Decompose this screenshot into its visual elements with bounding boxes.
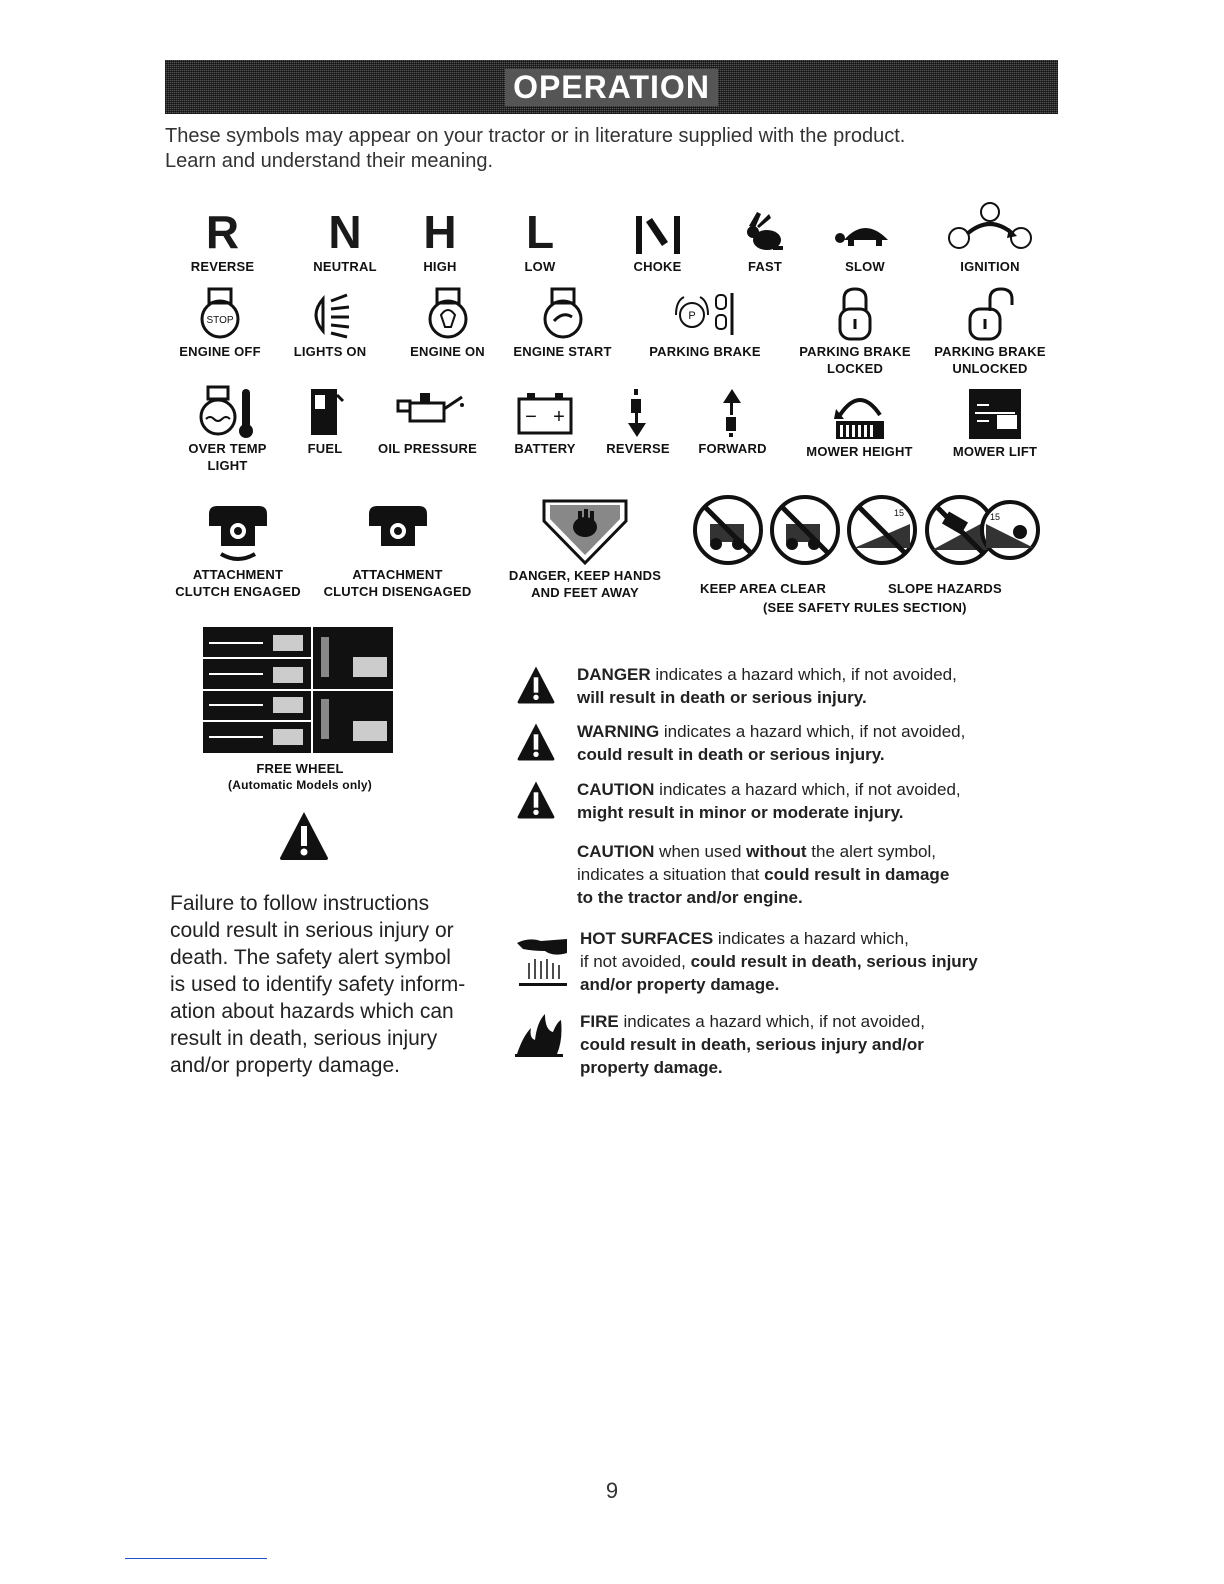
keep-clear-slope-icons [690, 494, 1040, 566]
battery-icon [515, 385, 575, 440]
over-temp-icon [198, 385, 258, 440]
symbol-parking-brake [640, 285, 770, 360]
symbol-reverse [180, 208, 265, 275]
over-temp-label: OVER TEMP [188, 441, 267, 456]
symbol-engine-off [170, 285, 270, 360]
keep-area-clear-icon-2 [772, 497, 838, 563]
keep-area-clear-icon-1 [695, 497, 761, 563]
symbol-fast [730, 208, 800, 275]
high-letter: H [423, 206, 457, 258]
engine-off-label: ENGINE OFF [179, 344, 261, 359]
symbol-neutral [300, 208, 390, 275]
symbol-engine-start [505, 285, 620, 360]
symbol-reverse-direction [598, 385, 678, 457]
hot-bold2: and/or property damage. [580, 975, 780, 994]
warning-bold: could result in death or serious injury. [577, 745, 885, 764]
symbol-choke [620, 208, 695, 275]
symbol-parking-brake-unlocked [925, 285, 1055, 377]
danger-mid: indicates a hazard which, if not avoided, [650, 665, 957, 684]
page-number: 9 [605, 1478, 619, 1503]
failure-line: and/or property damage. [170, 1054, 400, 1077]
keep-area-clear-label: KEEP AREA CLEAR [700, 581, 827, 596]
reverse-letter: R [205, 206, 240, 258]
choke-label: CHOKE [633, 259, 682, 274]
clutch-engaged-label2: CLUTCH ENGAGED [175, 584, 301, 599]
symbol-low [505, 208, 575, 275]
parking-brake-icon [670, 285, 740, 343]
symbol-slow [825, 208, 905, 275]
prohibition-symbols [690, 494, 1040, 566]
symbol-lights-on [285, 285, 375, 360]
free-wheel-diagram-icon [203, 627, 393, 753]
fire-word: FIRE [580, 1012, 619, 1031]
slope-value-1: 15 [894, 508, 905, 518]
high-label: HIGH [423, 259, 457, 274]
danger-alert [515, 663, 1055, 718]
danger-alert-icon [515, 665, 557, 705]
low-label: LOW [524, 259, 556, 274]
symbol-oil-pressure [365, 385, 490, 457]
safety-alert-icon [278, 810, 330, 862]
symbol-ignition [940, 200, 1040, 275]
reverse-arrow-icon [618, 385, 658, 440]
rabbit-icon [735, 208, 795, 258]
slope-hazard-icon-3 [982, 502, 1038, 558]
battery-minus: − [525, 406, 537, 428]
fuel-icon [305, 385, 345, 440]
fire-bold2: property damage. [580, 1058, 723, 1077]
danger-hands-label: DANGER, KEEP HANDS [508, 568, 662, 583]
engine-start-label: ENGINE START [513, 344, 612, 359]
engine-start-icon [538, 285, 588, 343]
slow-label: SLOW [845, 259, 885, 274]
ignition-icon [945, 200, 1035, 258]
warning-word: WARNING [577, 722, 660, 741]
clutch-disengaged-label: ATTACHMENT [352, 567, 443, 582]
failure-line: result in death, serious injury [170, 1027, 438, 1050]
symbol-mower-height [797, 385, 922, 460]
symbol-danger-hands [495, 495, 675, 601]
caution2-a: when used [654, 842, 747, 861]
failure-line: is used to identify safety inform- [170, 973, 466, 996]
engine-off-icon [195, 285, 245, 343]
caution-alert-icon [515, 780, 557, 820]
clutch-disengaged-label2: CLUTCH DISENGAGED [323, 584, 472, 599]
warning-mid: indicates a hazard which, if not avoided, [659, 722, 966, 741]
parking-p-text: P [688, 310, 696, 322]
caution2-b: the alert symbol, [806, 842, 937, 861]
intro-line-1: These symbols may appear on your tractor or in literature supplied with the product. [165, 125, 906, 147]
caution-word: CAUTION [577, 780, 655, 799]
mower-lift-icon [967, 385, 1023, 443]
forward-label: FORWARD [698, 441, 767, 456]
parking-brake-unlocked-label: PARKING BRAKE [934, 344, 1046, 359]
choke-icon [628, 208, 688, 258]
hot-word: HOT SURFACES [580, 929, 714, 948]
caution2-bold1: could result in damage [764, 865, 950, 884]
ignition-label: IGNITION [960, 259, 1020, 274]
lights-on-icon [305, 285, 355, 343]
clutch-disengaged-icon [363, 500, 433, 566]
clutch-engaged-label: ATTACHMENT [192, 567, 284, 582]
parking-brake-locked-label2: LOCKED [826, 361, 884, 376]
parking-brake-label: PARKING BRAKE [649, 344, 761, 359]
engine-on-label: ENGINE ON [410, 344, 485, 359]
failure-line: death. The safety alert symbol [170, 946, 451, 969]
symbol-forward [690, 385, 775, 457]
symbol-clutch-disengaged [315, 500, 480, 600]
over-temp-label2: LIGHT [207, 458, 248, 473]
hot-a: if not avoided, [580, 952, 691, 971]
fire-icon [513, 1010, 567, 1058]
symbol-over-temp [180, 385, 275, 474]
neutral-label: NEUTRAL [313, 259, 377, 274]
caution-mid: indicates a hazard which, if not avoided, [654, 780, 961, 799]
fuel-label: FUEL [307, 441, 343, 456]
symbol-clutch-engaged [168, 500, 308, 600]
caution2-bold2: to the tractor and/or engine. [577, 888, 803, 907]
danger-word: DANGER [577, 665, 651, 684]
caution-alert [515, 778, 1055, 833]
caution-bold: might result in minor or moderate injury. [577, 803, 904, 822]
hot-mid: indicates a hazard which, [713, 929, 909, 948]
intro-text [165, 124, 1065, 174]
symbol-parking-brake-locked [790, 285, 920, 377]
hot-bold1: could result in death, serious injury [690, 952, 978, 971]
battery-label: BATTERY [514, 441, 576, 456]
hot-surface-icon [515, 929, 571, 987]
hot-surfaces-alert [515, 927, 1055, 1002]
symbol-high [405, 208, 475, 275]
danger-bold: will result in death or serious injury. [577, 688, 867, 707]
caution-no-symbol [515, 840, 1055, 915]
free-wheel-label2: (Automatic Models only) [228, 778, 372, 792]
oil-pressure-label: OIL PRESSURE [378, 441, 477, 456]
parking-brake-unlocked-label2: UNLOCKED [952, 361, 1028, 376]
slope-hazard-icon-1 [849, 497, 915, 563]
free-wheel-icon [203, 627, 393, 753]
mower-height-icon [830, 385, 890, 443]
mower-lift-label: MOWER LIFT [952, 444, 1038, 459]
reverse-label: REVERSE [190, 259, 255, 274]
parking-brake-locked-label: PARKING BRAKE [799, 344, 911, 359]
symbol-mower-lift [945, 385, 1045, 460]
symbol-engine-on [400, 285, 495, 360]
neutral-letter: N [328, 206, 362, 258]
lock-closed-icon [830, 285, 880, 343]
lock-open-icon [960, 285, 1020, 343]
turtle-icon [830, 208, 900, 258]
failure-text [170, 890, 500, 1079]
slope-value-2: 15 [990, 512, 1001, 522]
caution2-word: CAUTION [577, 842, 655, 861]
fire-alert [515, 1010, 1055, 1085]
fire-bold1: could result in death, serious injury and/or [580, 1035, 924, 1054]
fire-mid: indicates a hazard which, if not avoided, [618, 1012, 925, 1031]
warning-alert-icon [515, 722, 557, 762]
engine-on-icon [423, 285, 473, 343]
stop-text: STOP [206, 315, 234, 326]
mower-height-label: MOWER HEIGHT [806, 444, 913, 459]
clutch-engaged-icon [203, 500, 273, 566]
symbol-battery [505, 385, 585, 457]
caution2-without: without [746, 842, 807, 861]
warning-alert [515, 720, 1055, 775]
low-letter: L [525, 206, 555, 258]
forward-arrow-icon [713, 385, 753, 440]
lights-on-label: LIGHTS ON [293, 344, 367, 359]
battery-plus: + [553, 406, 565, 428]
failure-line: could result in serious injury or [170, 919, 454, 942]
failure-line: ation about hazards which can [170, 1000, 454, 1023]
caution2-c: indicates a situation that [577, 865, 765, 884]
fast-label: FAST [747, 259, 783, 274]
danger-hands-label2: AND FEET AWAY [531, 585, 639, 600]
see-safety-rules-label: (SEE SAFETY RULES SECTION) [763, 600, 967, 615]
symbol-fuel [295, 385, 355, 457]
header-banner [165, 60, 1058, 114]
page-title: OPERATION [505, 69, 718, 106]
free-wheel-label: FREE WHEEL [256, 761, 344, 776]
reverse-direction-label: REVERSE [606, 441, 670, 456]
oil-can-icon [388, 385, 468, 440]
footer-rule [125, 1558, 267, 1559]
slope-hazards-label: SLOPE HAZARDS [888, 581, 1002, 596]
intro-line-2: Learn and understand their meaning. [165, 150, 494, 172]
danger-hands-icon [540, 495, 630, 567]
failure-line: Failure to follow instructions [170, 892, 430, 915]
